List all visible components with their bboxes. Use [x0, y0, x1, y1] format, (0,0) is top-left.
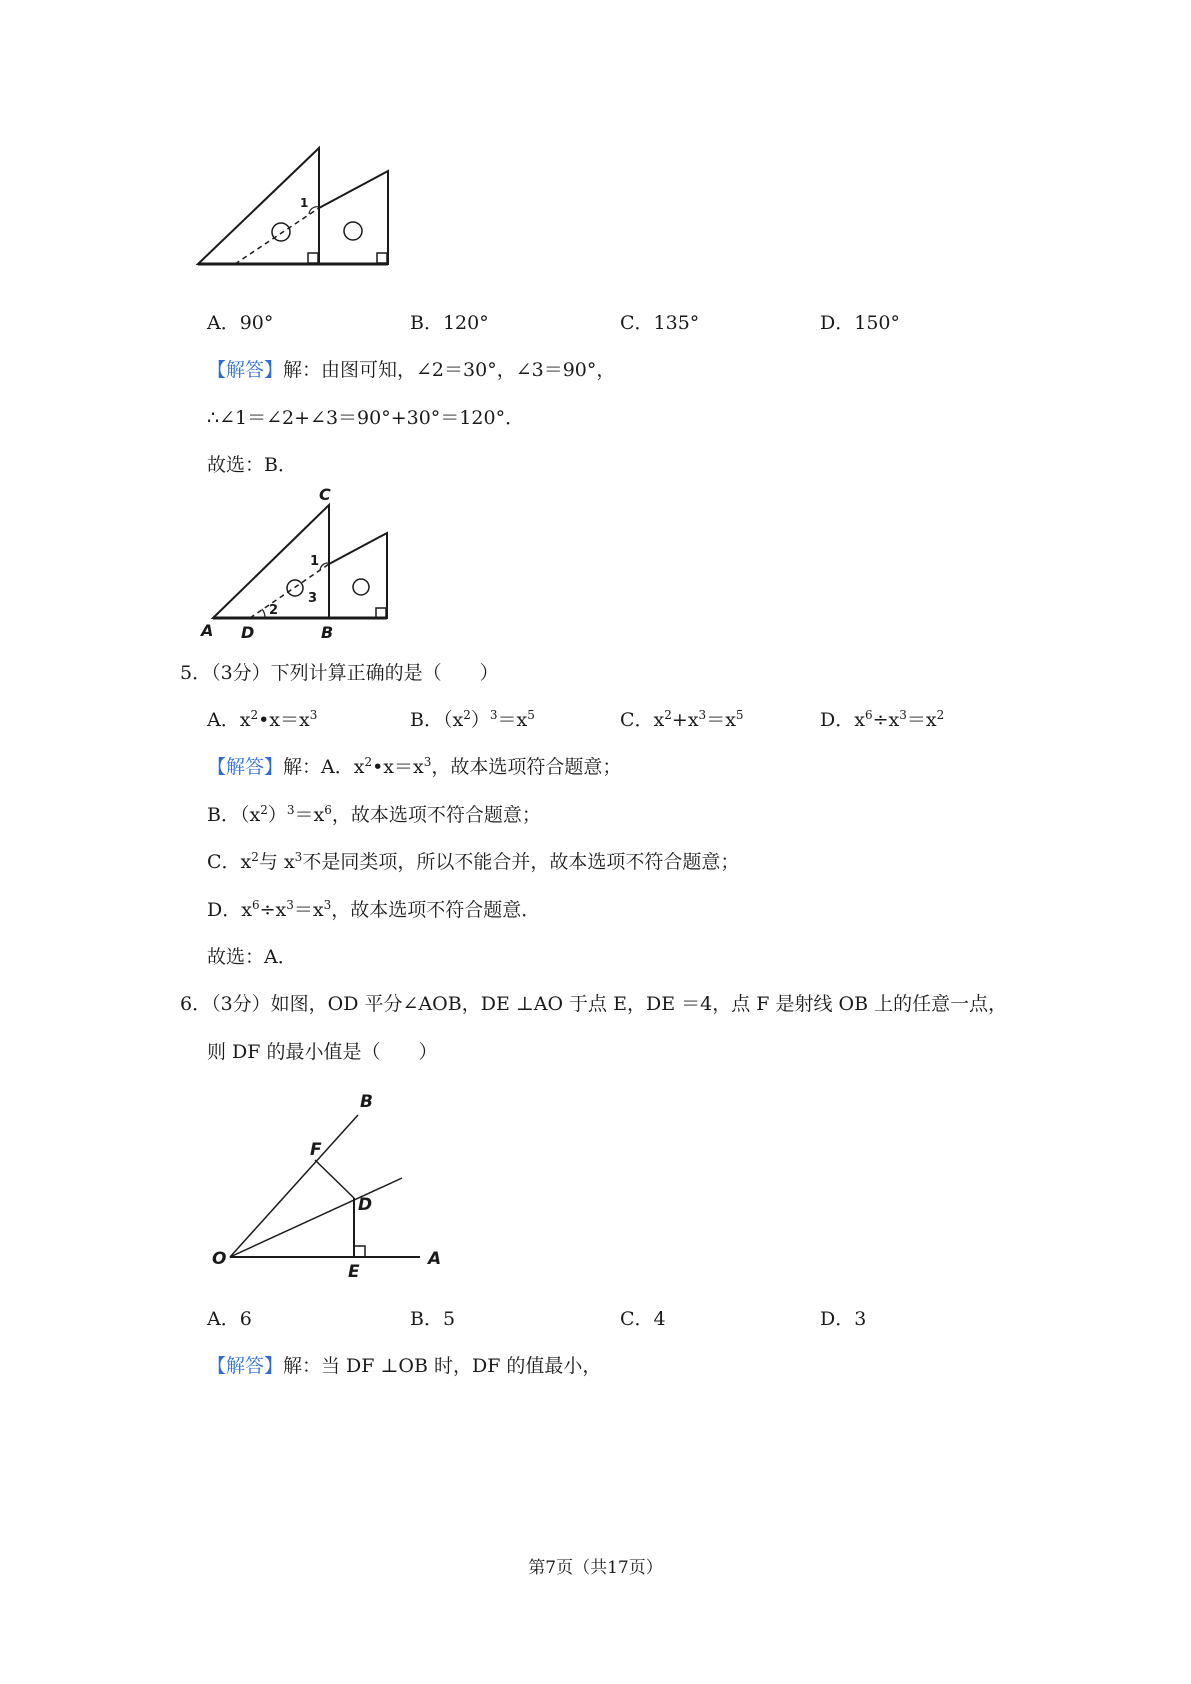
q6-label-b: B: [360, 1092, 373, 1112]
q4-fig2-label-c: C: [319, 485, 331, 504]
q6-stem-line2: 则 DF 的最小值是（ ）: [207, 1041, 438, 1063]
q5-solution-a: 【解答】解：A．$x^2•x=x^3$，故本选项符合题意；: [207, 755, 622, 778]
q6-figure-angle: [210, 1085, 450, 1285]
q6-label-o: O: [212, 1249, 227, 1269]
q4-fig2-label-a: A: [201, 621, 214, 640]
q5-solution-tag: 【解答】: [207, 756, 284, 778]
q4-figure-triangles: [195, 145, 395, 275]
q6-option-a: A．6: [207, 1308, 252, 1330]
q6-label-a: A: [428, 1249, 442, 1269]
q4-fig2-label-2: 2: [269, 603, 279, 618]
q6-label-d: D: [358, 1195, 373, 1215]
q4-fig2-label-b: B: [321, 623, 334, 642]
q6-label-f: F: [310, 1140, 322, 1160]
q6-option-b: B．5: [410, 1308, 456, 1330]
q4-option-a: A．90°: [207, 312, 274, 334]
q4-figure-labelled: [201, 485, 405, 642]
q5-solution-b: B．$(x^2)^3=x^6$，故本选项不符合题意；: [207, 803, 541, 826]
q4-option-d: D．150°: [820, 312, 900, 334]
q5-answer: 故选：A．: [207, 946, 297, 968]
q6-option-d: D．3: [820, 1308, 867, 1330]
q4-fig2-label-d: D: [241, 623, 255, 642]
q4-fig2-label-3: 3: [308, 591, 318, 606]
q5-option-d: D．$x^6\div x^3=x^2$: [820, 708, 945, 731]
q6-solution-tag: 【解答】: [207, 1355, 284, 1377]
q6-label-e: E: [348, 1262, 360, 1282]
q5-stem: 5．（3分）下列计算正确的是（ ）: [180, 662, 499, 684]
q4-solution-tag: 【解答】: [207, 359, 284, 381]
q4-solution-line1: 【解答】解：由图可知，∠2＝30°，∠3＝90°，: [207, 359, 616, 381]
q4-solution-line2: ∴∠1＝∠2+∠3＝90°+30°＝120°．: [207, 407, 525, 429]
q6-solution-line1: 【解答】解：当 DF ⊥OB 时，DF 的值最小，: [207, 1355, 602, 1377]
page-footer: 第7页（共17页）: [528, 1558, 663, 1578]
q4-option-c: C．135°: [620, 312, 700, 334]
q5-option-b: B．$(x^2)^3=x^5$: [410, 708, 535, 731]
q5-solution-c: C．$x^2$与 $x^3$不是同类项，所以不能合并，故本选项不符合题意；: [207, 850, 740, 873]
q4-option-b: B．120°: [410, 312, 489, 334]
q5-option-a: A．$x^2•x=x^3$: [207, 708, 318, 731]
q5-solution-d: D．$x^6\div x^3=x^3$，故本选项不符合题意．: [207, 898, 541, 921]
q4-fig2-label-1: 1: [310, 554, 320, 569]
q4-answer: 故选：B．: [207, 454, 297, 476]
q6-stem-line1: 6．（3分）如图，OD 平分∠AOB，DE ⊥AO 于点 E，DE ＝4，点 F 是射线 OB 上的任意一点，: [180, 993, 1008, 1015]
q5-option-c: C．$x^2+x^3=x^5$: [620, 708, 744, 731]
q4-fig1-label-1: 1: [300, 196, 309, 210]
q6-option-c: C．4: [620, 1308, 666, 1330]
